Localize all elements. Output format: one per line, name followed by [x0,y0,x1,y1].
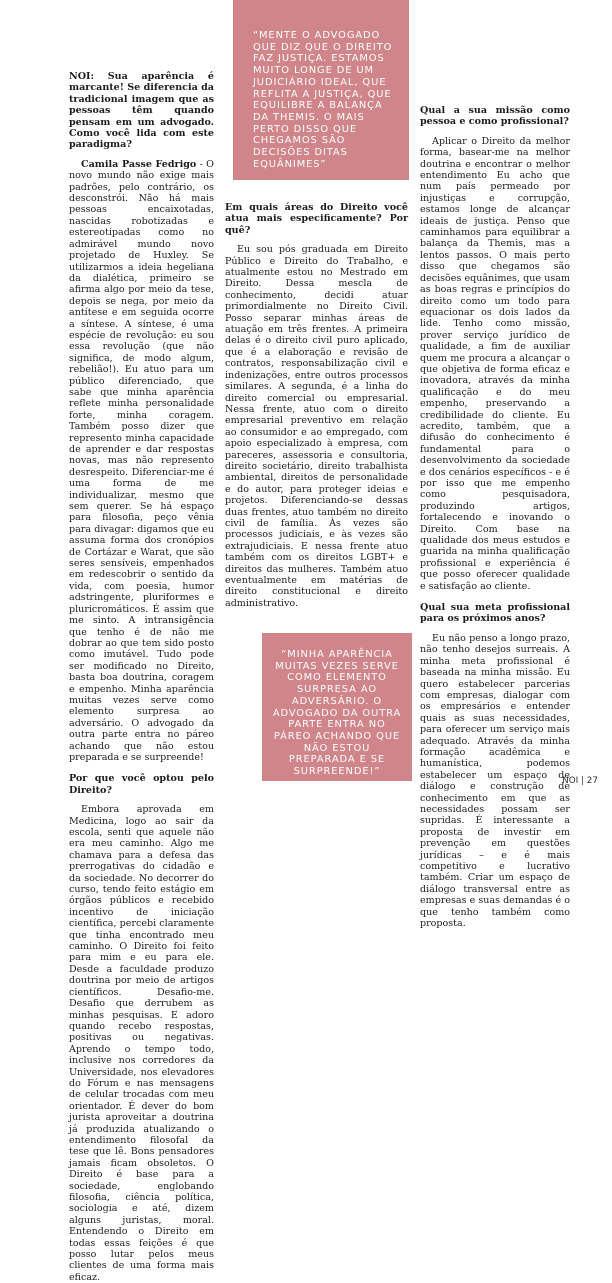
answer-text: - O novo mundo não exige mais padrões, pelo contrário, os desconstrói. Não há mais pessoas encaixotadas, nascidas robotizadas e estereotipadas como no admirável mundo novo projetado de Huxley. Se utilizarmos a ideia hegeliana da dialética, primeiro se afirma algo por meio da tese, depois se nega, por meio da antítese e em seguida ocorre a síntese. A síntese, é uma espécie de revolução: eu sou essa revolução (que não significa, de modo algum, rebelião!). Eu atuo para um público diferenciado, que sabe que minha aparência reflete minha personalidade forte, minha coragem. Também posso dizer que represento minha capacidade de aprender e dar respostas novas, mas não represento desrespeito. Diferenciar-me é uma forma de me individualizar, mesmo que sem querer. Se há espaço para filosofia, peço vênia para divagar: digamos que eu assuma forma dos cronópios de Cortázar e Warat, que são seres sensíveis, empenhados em redescobrir o sentido da vida, com poesia, humor adstringente, pluriformes e pluricromáticos. É assim que me sinto. A intransigência que tenho é de não me dobrar ao que tem sido posto como imutável. Tudo pode ser modificado no Direito, basta boa doutrina, coragem e empenho. Minha aparência muitas vezes serve como elemento surpresa ao adversário. O advogado da outra parte entra no páreo achando que não estou preparada e se surpreende! [69,158,215,763]
interview-answer: Eu não penso a longo prazo, não tenho desejos surreais. A minha meta profissional é baseada na minha missão. Eu quero estabelecer parcerias com empresas, dialogar com os empresários e entender quais as suas necessidades, para oferecer um serviço mais adequado. Através da minha formação acadêmica e humanística, podemos estabelecer um espaço de diálogo e construção de conhecimento em que as necessidades possam ser supridas. É interessante a proposta de investir em prevenção em questões jurídicas – e é mais competitivo e lucrativo também. Criar um espaço de diálogo transversal entre as empresas e suas demandas é o que tenho também como proposta. [420,632,570,930]
pull-quote-bottom [262,633,412,781]
pull-quote-bottom-text: “MINHA APARÊNCIA MUITAS VEZES SERVE COMO ELEMENTO SURPRESA AO ADVERSÁRIO. O ADVOGADO DA OUTRA PARTE ENTRA NO PÁREO ACHANDO QUE NÃO ESTOU PREPARADA E SE SURPREENDE!” [272,649,402,778]
interview-question: NOI: Sua aparência é marcante! Se diferencia da tradicional imagem que as pessoas têm quando pensam em um advogado. Como você lida com este paradigma? [69,71,214,151]
pull-quote-top [233,0,409,180]
interview-answer: Eu sou pós graduada em Direito Público e Direito do Trabalho, e atualmente estou no Mestrado em Direito. Dessa mescla de conhecimento, decidi atuar primordialmente no Direito Civil. Posso separar minhas áreas de atuação em três frentes. A primeira delas é o direito civil puro aplicado, que é a elaboração e revisão de contratos, responsabilização civil e indenizações, entre outros processos similares. A segunda, é a linha do direito comercial ou empresarial. Nessa frente, atuo com o direito empresarial preventivo em relação ao consumidor e ao empregado, com apoio especializado à empresa, com pareceres, assessoria e consultoria, direito societário, direito trabalhista ambiental, direitos de personalidade e do autor, para proteger ideias e projetos. Diferenciando-se dessas duas frentes, atuo também no direito civil de família. Às vezes são processos judiciais, e às vezes são extrajudiciais. E nessa frente atuo também com os direitos LGBT+ e direitos das mulheres. Também atuo eventualmente em matérias de direito constitucional e direito administrativo. [225,244,408,609]
interviewee-name: Camila Passe Fedrigo [81,158,197,170]
pull-quote-top-text: “MENTE O ADVOGADO QUE DIZ QUE O DIREITO FAZ JUSTIÇA. ESTAMOS MUITO LONGE DE UM JUDICIÁRIO IDEAL, QUE REFLITA A JUSTIÇA, QUE EQUILIBRE A BALANÇA DA THEMIS. O MAIS PERTO DISSO QUE CHEGAMOS SÃO DECISÕES DITAS EQUÂNIMES” [253,30,393,170]
interview-answer: Aplicar o Direito da melhor forma, basear-me na melhor doutrina e encontrar o melhor entendimento Eu acho que num país permeado por injustiças e corrupção, estamos longe de alcançar ideais de justiça. Penso que caminhamos para equilibrar a balança da Themis, mas a lentos passos. O mais perto disso que chegamos são decisões equânimes, que usam as boas regras e princípios do direito como um todo para equacionar os dois lados da lide. Tenho como missão, prover serviço jurídico de qualidade, a fim de auxiliar quem me procura a alcançar o que objetiva de forma eficaz e inovadora, através da minha qualificação e do meu empenho, preservando a credibilidade do cliente. Eu acredito, também, que a difusão do conhecimento é fundamental para o desenvolvimento da sociedade e dos cenários específicos - e é por isso que me empenho como pesquisadora, produzindo artigos, fortalecendo e inovando o Direito. Com base na qualidade dos meus estudos e guarida na minha qualificação profissional e experiência é que posso oferecer qualidade e satisfação ao cliente. [420,135,570,592]
article-column-middle [225,192,408,609]
article-column-right [420,95,570,929]
page-folio: NOI | 27 [562,776,598,786]
interview-answer: Embora aprovada em Medicina, logo ao sair da escola, senti que aquele não era meu caminho. Algo me chamava para a defesa das prerrogativas do cidadão e da sociedade. No decorrer do curso, tendo feito estágio em órgãos públicos e recebido incentivo de iniciação científica, percebi claramente que tinha encontrado meu caminho. O Direito foi feito para mim e eu para ele. Desde a faculdade produzo doutrina por meio de artigos científicos. Desafio-me. Desafio que derrubem as minhas pesquisas. E adoro quando recebo respostas, positivas ou negativas. Aprendo o tempo todo, inclusive nos corredores da Universidade, nos elevadores do Fórum e nas mensagens de celular trocadas com meu orientador. É dever do bom jurista aproveitar a doutrina já produzida atualizando o entendimento filosofal da tese que lê. Bons pensadores jamais ficam obsoletos. O Direito é base para a sociedade, englobando filosofia, ciência política, sociologia e até, dizem alguns juristas, moral. Entendendo o Direito em todas essas feições é que posso lutar pelos meus clientes de uma forma mais eficaz. [69,804,214,1283]
article-column-left [69,71,214,1283]
interview-question: Por que você optou pelo Direito? [69,773,214,796]
interview-question: Qual sua meta profissional para os próximos anos? [420,602,570,625]
interview-question: Em quais áreas do Direito você atua mais especificamente? Por quê? [225,202,408,236]
interview-question: Qual a sua missão como pessoa e como profissional? [420,105,570,128]
interview-answer [69,159,214,764]
